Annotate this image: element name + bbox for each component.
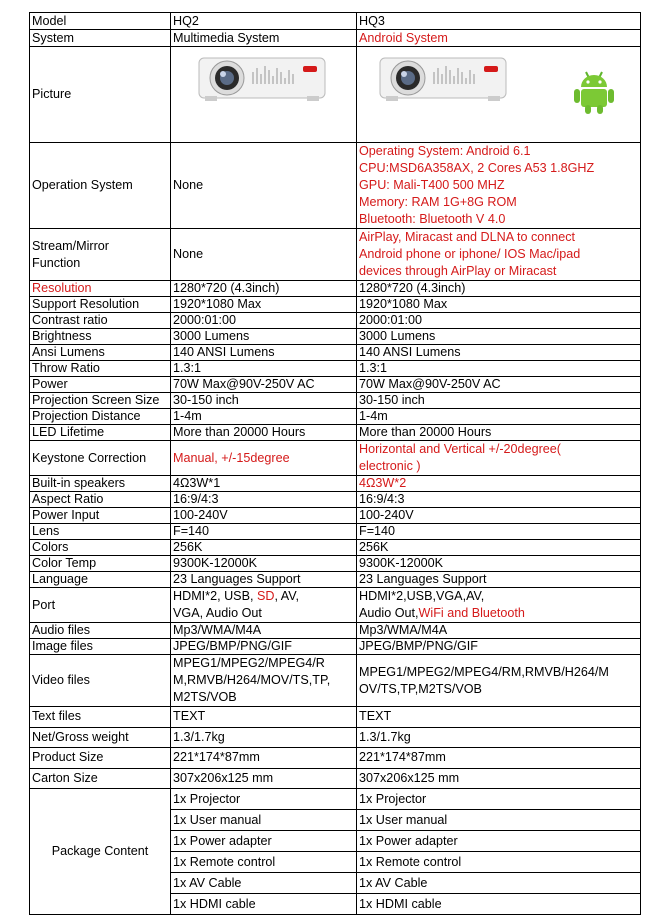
system-hq3: Android System xyxy=(357,30,641,47)
hq3-value: 221*174*87mm xyxy=(357,748,641,769)
hq2-value: 221*174*87mm xyxy=(171,748,357,769)
spec-label: Aspect Ratio xyxy=(30,492,171,508)
bluetooth-line: Bluetooth: Bluetooth V 4.0 xyxy=(359,212,506,226)
hq3-value: 307x206x125 mm xyxy=(357,768,641,789)
spec-row xyxy=(30,329,641,345)
system-label: System xyxy=(30,30,171,47)
video-row xyxy=(30,655,641,707)
cell-line: VGA, Audio Out xyxy=(173,606,262,620)
video-label: Video files xyxy=(30,655,171,707)
cell-line: HDMI*2,USB,VGA,AV, xyxy=(359,589,485,603)
hq3-picture-cell xyxy=(357,47,641,143)
spec-row xyxy=(30,492,641,508)
system-hq2: Multimedia System xyxy=(171,30,357,47)
cell-line: M,RMVB/H264/MOV/TS,TP, xyxy=(173,673,331,687)
spec-label: Support Resolution xyxy=(30,297,171,313)
video-hq2 xyxy=(171,655,357,707)
cell-line: electronic ) xyxy=(359,459,421,473)
memory-line: Memory: RAM 1G+8G ROM xyxy=(359,195,517,209)
hq3-value: Mp3/WMA/M4A xyxy=(357,623,641,639)
spec-row xyxy=(30,707,641,728)
keystone-hq2: Manual, +/-15degree xyxy=(171,441,357,476)
operation-label: Operation System xyxy=(30,143,171,229)
hq3-value: 1920*1080 Max xyxy=(357,297,641,313)
header-row xyxy=(30,13,641,30)
cell-text: WiFi and Bluetooth xyxy=(418,606,525,620)
spec-row xyxy=(30,572,641,588)
hq3-value: 100-240V xyxy=(357,508,641,524)
hq3-value: 4Ω3W*2 xyxy=(357,476,641,492)
spec-row xyxy=(30,556,641,572)
package-label: Package Content xyxy=(30,789,171,915)
projector-image-hq3 xyxy=(378,54,508,102)
spec-label: Carton Size xyxy=(30,768,171,789)
spec-label: Projection Distance xyxy=(30,409,171,425)
operation-hq3 xyxy=(357,143,641,229)
hq3-value: 70W Max@90V-250V AC xyxy=(357,377,641,393)
stream-label-line: Stream/Mirror xyxy=(32,238,109,253)
package-item-hq3: 1x Remote control xyxy=(357,852,641,873)
hq2-value: 70W Max@90V-250V AC xyxy=(171,377,357,393)
android-robot-icon xyxy=(573,69,615,115)
spec-label: Text files xyxy=(30,707,171,728)
hq3-value: 30-150 inch xyxy=(357,393,641,409)
package-item-hq2: 1x AV Cable xyxy=(171,873,357,894)
video-hq3 xyxy=(357,655,641,707)
spec-label: Color Temp xyxy=(30,556,171,572)
hq2-value: 23 Languages Support xyxy=(171,572,357,588)
spec-row xyxy=(30,508,641,524)
package-item-hq3: 1x Power adapter xyxy=(357,831,641,852)
picture-row xyxy=(30,47,641,143)
spec-row xyxy=(30,425,641,441)
hq2-value: 4Ω3W*1 xyxy=(171,476,357,492)
hq2-value: Mp3/WMA/M4A xyxy=(171,623,357,639)
hq2-value: JPEG/BMP/PNG/GIF xyxy=(171,639,357,655)
spec-row xyxy=(30,313,641,329)
spec-row xyxy=(30,361,641,377)
hq3-value: JPEG/BMP/PNG/GIF xyxy=(357,639,641,655)
stream-line: AirPlay, Miracast and DLNA to connect xyxy=(359,230,576,244)
hq2-picture-cell xyxy=(171,47,357,143)
hq2-value: F=140 xyxy=(171,524,357,540)
hq3-value: More than 20000 Hours xyxy=(357,425,641,441)
cell-line: MPEG1/MPEG2/MPEG4/RM,RMVB/H264/M xyxy=(359,664,609,679)
stream-line: Android phone or iphone/ IOS Mac/ipad xyxy=(359,247,581,261)
picture-label: Picture xyxy=(30,47,171,143)
operation-hq2: None xyxy=(171,143,357,229)
spec-label: Brightness xyxy=(30,329,171,345)
package-item-hq2: 1x User manual xyxy=(171,810,357,831)
package-item-hq3: 1x AV Cable xyxy=(357,873,641,894)
spec-label: Product Size xyxy=(30,748,171,769)
spec-label: Colors xyxy=(30,540,171,556)
stream-label xyxy=(30,229,171,281)
package-item-hq3: 1x HDMI cable xyxy=(357,894,641,915)
gpu-line: GPU: Mali-T400 500 MHZ xyxy=(359,178,505,192)
hq3-value: F=140 xyxy=(357,524,641,540)
hq3-value: 1-4m xyxy=(357,409,641,425)
cell-text: , AV, xyxy=(274,589,299,603)
spec-row xyxy=(30,727,641,748)
spec-label: Contrast ratio xyxy=(30,313,171,329)
cpu-line: CPU:MSD6A358AX, 2 Cores A53 1.8GHZ xyxy=(359,161,595,175)
spec-row xyxy=(30,524,641,540)
package-item-hq3: 1x Projector xyxy=(357,789,641,810)
model-hq2: HQ2 xyxy=(171,13,357,30)
hq3-value: 256K xyxy=(357,540,641,556)
spec-label: Projection Screen Size xyxy=(30,393,171,409)
spec-row xyxy=(30,639,641,655)
spec-row xyxy=(30,393,641,409)
cell-line: Horizontal and Vertical +/-20degree( xyxy=(359,442,561,456)
cell-text: SD xyxy=(256,589,275,603)
hq2-value: 1.3/1.7kg xyxy=(171,727,357,748)
hq2-value: More than 20000 Hours xyxy=(171,425,357,441)
spec-row xyxy=(30,297,641,313)
package-row xyxy=(30,789,641,810)
package-item-hq2: 1x Remote control xyxy=(171,852,357,873)
hq2-value: TEXT xyxy=(171,707,357,728)
hq3-value: 1280*720 (4.3inch) xyxy=(357,281,641,297)
cell-line: MPEG1/MPEG2/MPEG4/R xyxy=(173,656,325,670)
spec-row xyxy=(30,377,641,393)
port-line xyxy=(173,588,354,605)
stream-hq3 xyxy=(357,229,641,281)
hq2-value: 100-240V xyxy=(171,508,357,524)
spec-label: LED Lifetime xyxy=(30,425,171,441)
hq2-value: 1-4m xyxy=(171,409,357,425)
cell-line: M2TS/VOB xyxy=(173,690,237,704)
spec-label: Throw Ratio xyxy=(30,361,171,377)
model-hq3: HQ3 xyxy=(357,13,641,30)
system-row xyxy=(30,30,641,47)
model-label: Model xyxy=(30,13,171,30)
package-item-hq2: 1x Projector xyxy=(171,789,357,810)
port-label: Port xyxy=(30,588,171,623)
spec-label: Power xyxy=(30,377,171,393)
spec-label: Image files xyxy=(30,639,171,655)
spec-label: Built-in speakers xyxy=(30,476,171,492)
hq3-value: 9300K-12000K xyxy=(357,556,641,572)
keystone-hq3 xyxy=(357,441,641,476)
keystone-label: Keystone Correction xyxy=(30,441,171,476)
hq3-value: 16:9/4:3 xyxy=(357,492,641,508)
spec-label: Power Input xyxy=(30,508,171,524)
spec-row xyxy=(30,623,641,639)
spec-label: Ansi Lumens xyxy=(30,345,171,361)
port-hq2 xyxy=(171,588,357,623)
stream-hq2: None xyxy=(171,229,357,281)
spec-label: Lens xyxy=(30,524,171,540)
spec-row xyxy=(30,748,641,769)
operation-system-row xyxy=(30,143,641,229)
port-hq3 xyxy=(357,588,641,623)
package-item-hq2: 1x Power adapter xyxy=(171,831,357,852)
cell-text: HDMI*2, USB, xyxy=(173,589,257,603)
spec-label: Net/Gross weight xyxy=(30,727,171,748)
hq3-value: 1.3:1 xyxy=(357,361,641,377)
hq2-value: 307x206x125 mm xyxy=(171,768,357,789)
hq2-value: 256K xyxy=(171,540,357,556)
hq2-value: 2000:01:00 xyxy=(171,313,357,329)
spec-row xyxy=(30,345,641,361)
port-row xyxy=(30,588,641,623)
spec-row xyxy=(30,540,641,556)
package-item-hq2: 1x HDMI cable xyxy=(171,894,357,915)
spec-row xyxy=(30,409,641,425)
spec-row xyxy=(30,281,641,297)
stream-row xyxy=(30,229,641,281)
spec-label: Language xyxy=(30,572,171,588)
hq3-value: 140 ANSI Lumens xyxy=(357,345,641,361)
cell-text: Audio Out, xyxy=(359,606,419,620)
hq2-value: 1280*720 (4.3inch) xyxy=(171,281,357,297)
package-item-hq3: 1x User manual xyxy=(357,810,641,831)
hq2-value: 1920*1080 Max xyxy=(171,297,357,313)
hq3-value: 2000:01:00 xyxy=(357,313,641,329)
hq2-value: 9300K-12000K xyxy=(171,556,357,572)
hq3-value: 1.3/1.7kg xyxy=(357,727,641,748)
hq3-value: 3000 Lumens xyxy=(357,329,641,345)
port-line xyxy=(359,605,638,622)
spec-label: Resolution xyxy=(30,281,171,297)
hq2-value: 140 ANSI Lumens xyxy=(171,345,357,361)
stream-label-line: Function xyxy=(32,255,81,270)
spec-row xyxy=(30,768,641,789)
spec-label: Audio files xyxy=(30,623,171,639)
hq2-value: 1.3:1 xyxy=(171,361,357,377)
hq2-value: 16:9/4:3 xyxy=(171,492,357,508)
projector-image-hq2 xyxy=(197,54,327,102)
hq2-value: 30-150 inch xyxy=(171,393,357,409)
keystone-row xyxy=(30,441,641,476)
cell-line: OV/TS,TP,M2TS/VOB xyxy=(359,681,482,696)
hq3-value: 23 Languages Support xyxy=(357,572,641,588)
spec-row xyxy=(30,476,641,492)
os-line: Operating System: Android 6.1 xyxy=(359,144,531,158)
hq3-value: TEXT xyxy=(357,707,641,728)
hq2-value: 3000 Lumens xyxy=(171,329,357,345)
stream-line: devices through AirPlay or Miracast xyxy=(359,264,557,278)
spec-table xyxy=(29,12,641,915)
